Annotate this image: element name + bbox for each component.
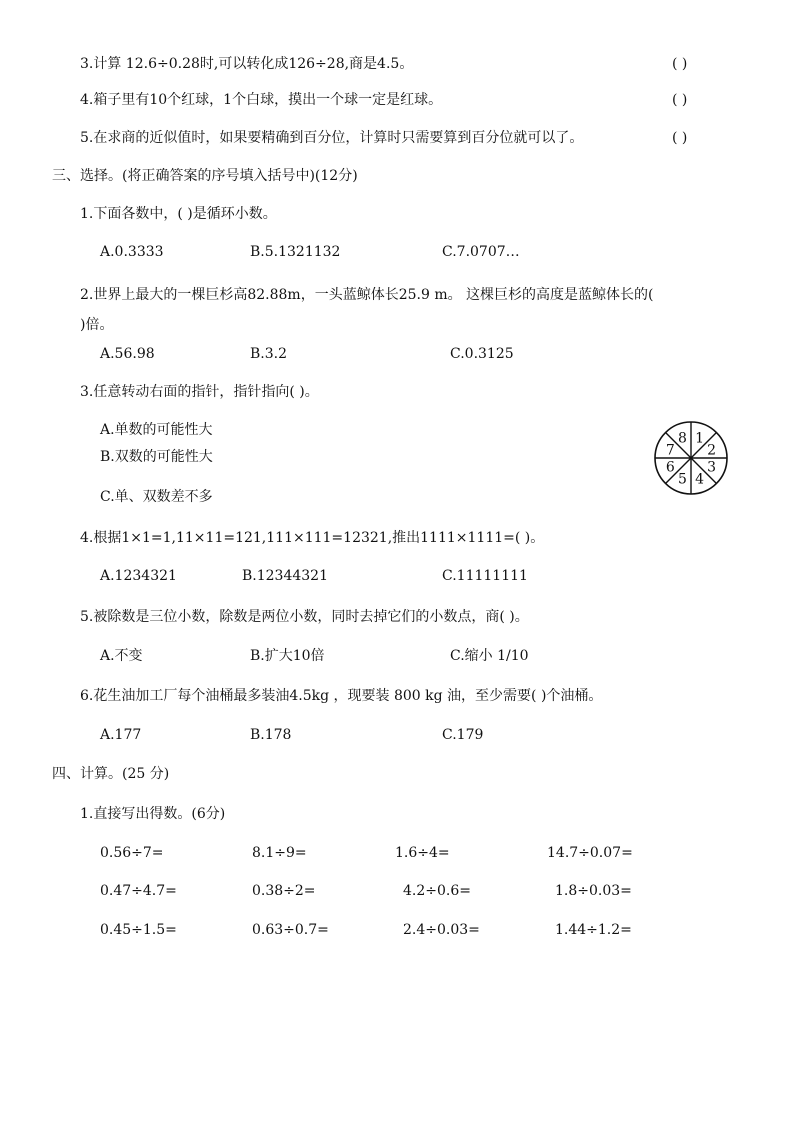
judgement-q5: 5.在求商的近似值时，如果要精确到百分位，计算时只需要算到百分位就可以了。: [80, 130, 584, 146]
spinner-label: 8: [677, 430, 687, 447]
option-a[interactable]: A.0.3333: [100, 244, 164, 260]
option-a[interactable]: A.单数的可能性大: [100, 422, 213, 438]
spinner-figure: [649, 420, 733, 496]
section-heading: 四、计算。(25 分): [52, 766, 170, 782]
option-a[interactable]: A.不变: [100, 648, 143, 664]
calc-item[interactable]: 4.2÷0.6=: [403, 883, 471, 899]
option-b[interactable]: B.12344321: [242, 568, 328, 584]
option-c[interactable]: C.7.0707…: [442, 244, 520, 260]
spinner-label: 2: [707, 442, 717, 459]
calc-item[interactable]: 0.56÷7=: [100, 845, 164, 861]
choice-question: 5.被除数是三位小数，除数是两位小数，同时去掉它们的小数点，商( )。: [80, 609, 529, 625]
option-c[interactable]: C.179: [442, 727, 484, 743]
calc-item[interactable]: 1.44÷1.2=: [555, 922, 632, 938]
spinner-label: 7: [665, 442, 675, 459]
calc-item[interactable]: 0.63÷0.7=: [252, 922, 329, 938]
calc-item[interactable]: 1.6÷4=: [395, 845, 450, 861]
option-a[interactable]: A.56.98: [100, 346, 155, 362]
answer-paren[interactable]: ( ): [672, 92, 688, 108]
spinner-label: 4: [695, 471, 705, 488]
choice-question: 4.根据1×1=1,11×11=121,111×111=12321,推出1111×1111=( )。: [80, 530, 545, 546]
option-b[interactable]: B.3.2: [250, 346, 288, 362]
calc-item[interactable]: 0.45÷1.5=: [100, 922, 177, 938]
choice-question-continued: )倍。: [80, 317, 114, 333]
answer-paren[interactable]: ( ): [672, 56, 688, 72]
calc-item[interactable]: 1.8÷0.03=: [555, 883, 632, 899]
calc-item[interactable]: 0.38÷2=: [252, 883, 316, 899]
spinner-label: 5: [677, 471, 687, 488]
option-c[interactable]: C.11111111: [442, 568, 528, 584]
option-b[interactable]: B.双数的可能性大: [100, 449, 213, 465]
option-a[interactable]: A.1234321: [100, 568, 177, 584]
choice-question: 1.下面各数中，( )是循环小数。: [80, 206, 277, 222]
calc-question: 1.直接写出得数。(6分): [80, 806, 226, 822]
option-c[interactable]: C.单、双数差不多: [100, 489, 213, 505]
calc-item[interactable]: 8.1÷9=: [252, 845, 307, 861]
spinner-label: 6: [665, 459, 675, 476]
answer-paren[interactable]: ( ): [672, 130, 688, 146]
spinner-pointer-pivot: [689, 456, 692, 459]
judgement-q4: 4.箱子里有10个红球，1个白球，摸出一个球一定是红球。: [80, 92, 443, 108]
option-b[interactable]: B.178: [250, 727, 292, 743]
choice-question: 3.任意转动右面的指针，指针指向( )。: [80, 384, 319, 400]
judgement-q3: 3.计算 12.6÷0.28时,可以转化成126÷28,商是4.5。: [80, 56, 414, 72]
calc-item[interactable]: 2.4÷0.03=: [403, 922, 480, 938]
calc-item[interactable]: 0.47÷4.7=: [100, 883, 177, 899]
option-a[interactable]: A.177: [100, 727, 142, 743]
choice-question: 2.世界上最大的一棵巨杉高82.88m，一头蓝鲸体长25.9 m。 这棵巨杉的高度是蓝鲸体长的(: [80, 287, 654, 303]
option-b[interactable]: B.扩大10倍: [250, 648, 325, 664]
option-b[interactable]: B.5.1321132: [250, 244, 341, 260]
calc-item[interactable]: 14.7÷0.07=: [547, 845, 633, 861]
choice-question: 6.花生油加工厂每个油桶最多装油4.5kg ，现要装 800 kg 油，至少需要( )个油桶。: [80, 688, 603, 704]
option-c[interactable]: C.缩小 1/10: [450, 648, 529, 664]
option-c[interactable]: C.0.3125: [450, 346, 514, 362]
spinner-label: 3: [707, 459, 717, 476]
spinner-label: 1: [695, 430, 705, 447]
section-heading: 三、选择。(将正确答案的序号填入括号中)(12分): [52, 168, 358, 184]
